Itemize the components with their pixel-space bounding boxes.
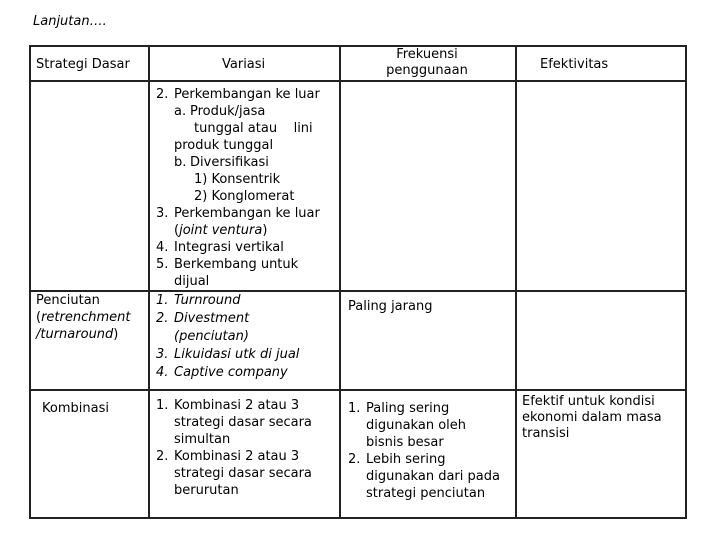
list-text: digunakan oleh (366, 418, 467, 433)
list-item (156, 397, 338, 414)
row-divider (29, 389, 687, 391)
list-item (156, 292, 338, 310)
list-text: tunggal atau lini (194, 121, 313, 136)
row1-variasi (156, 86, 338, 290)
list-number: 4. (156, 365, 169, 380)
row3-frekuensi (348, 400, 514, 502)
list-text: Kombinasi 2 atau 3 (174, 398, 300, 413)
list-item (348, 451, 514, 468)
list-item (156, 86, 338, 103)
strategy-name: Penciutan (36, 293, 100, 308)
list-item (156, 188, 338, 205)
list-number: 4. (156, 240, 169, 255)
list-item (156, 465, 338, 482)
list-text: 2) Konglomerat (194, 189, 295, 204)
list-text: Likuidasi utk di jual (174, 347, 300, 362)
list-text: Integrasi vertikal (174, 240, 284, 255)
list-number: b. (174, 155, 187, 170)
list-text: bisnis besar (366, 435, 444, 450)
list-item (156, 171, 338, 188)
list-text: Captive company (174, 365, 288, 380)
list-text: ) (262, 223, 268, 238)
header-strategi-dasar: Strategi Dasar (36, 57, 130, 72)
header-frekuensi (342, 47, 512, 79)
list-item (156, 120, 338, 137)
header-variasi: Variasi (222, 57, 266, 72)
list-text: Diversifikasi (190, 155, 269, 170)
list-text: Divestment (174, 311, 250, 326)
list-item (156, 364, 338, 382)
list-number: 1. (348, 401, 361, 416)
effectiveness-line: ekonomi dalam masa (522, 410, 662, 425)
list-text: berurutan (174, 483, 239, 498)
list-item (156, 256, 338, 273)
list-text: Paling sering (366, 401, 450, 416)
list-text: strategi penciutan (366, 486, 486, 501)
row2-strategi (36, 292, 148, 343)
row3-variasi (156, 397, 338, 499)
list-number: 2. (156, 87, 169, 102)
list-number: 3. (156, 347, 169, 362)
page-title: Lanjutan…. (33, 14, 107, 29)
row-divider (29, 80, 687, 82)
list-item (348, 400, 514, 417)
list-number: 1. (156, 398, 169, 413)
list-text: Berkembang untuk (174, 257, 299, 272)
strategy-text: retrenchment (41, 310, 131, 325)
row3-strategi: Kombinasi (42, 401, 109, 416)
list-text: 1) Konsentrik (194, 172, 281, 187)
strategy-text: /turnaround (36, 327, 114, 342)
list-text: ( (174, 223, 180, 238)
list-item (156, 346, 338, 364)
list-item (348, 434, 514, 451)
list-number: 1. (156, 293, 169, 308)
list-number: 3. (156, 206, 169, 221)
list-item (156, 310, 338, 328)
list-item (348, 468, 514, 485)
list-item (156, 103, 338, 120)
list-number: 5. (156, 257, 169, 272)
list-text: (penciutan) (174, 329, 249, 344)
list-item (156, 448, 338, 465)
list-text: digunakan dari pada (366, 469, 500, 484)
column-divider (339, 45, 341, 519)
list-text: strategi dasar secara (174, 415, 312, 430)
list-text: Kombinasi 2 atau 3 (174, 449, 300, 464)
list-item (156, 205, 338, 222)
list-text: Perkembangan ke luar (174, 206, 320, 221)
list-number: 2. (156, 311, 169, 326)
row3-efektivitas (522, 394, 685, 442)
strategy-name (36, 309, 148, 326)
strategy-name (36, 326, 148, 343)
list-item (348, 417, 514, 434)
list-item (156, 137, 338, 154)
list-text: strategi dasar secara (174, 466, 312, 481)
list-item (156, 414, 338, 431)
list-item (156, 431, 338, 448)
header-frekuensi-line: penggunaan (386, 63, 468, 78)
header-efektivitas: Efektivitas (540, 57, 609, 72)
row2-variasi (156, 292, 338, 382)
column-divider (148, 45, 150, 519)
column-divider (515, 45, 517, 519)
list-number: 2. (156, 449, 169, 464)
strategy-text: ) (113, 327, 119, 342)
list-number: a. (174, 104, 187, 119)
list-text: simultan (174, 432, 231, 447)
list-text: dijual (174, 274, 210, 289)
strategy-text: ( (36, 310, 42, 325)
list-text: Produk/jasa (190, 104, 266, 119)
list-text: Turnround (174, 293, 241, 308)
list-number: 2. (348, 452, 361, 467)
list-item (348, 485, 514, 502)
list-text: produk tunggal (174, 138, 274, 153)
header-frekuensi-line: Frekuensi (396, 47, 458, 62)
list-item (156, 154, 338, 171)
list-item (156, 222, 338, 239)
list-text: Lebih sering (366, 452, 446, 467)
row2-frekuensi: Paling jarang (348, 299, 433, 314)
list-item (156, 239, 338, 256)
list-item (156, 273, 338, 290)
effectiveness-line: transisi (522, 426, 570, 441)
list-item (156, 482, 338, 499)
list-item (156, 328, 338, 346)
list-text: Perkembangan ke luar (174, 87, 320, 102)
effectiveness-line: Efektif untuk kondisi (522, 394, 655, 409)
list-text: joint ventura (179, 223, 263, 238)
